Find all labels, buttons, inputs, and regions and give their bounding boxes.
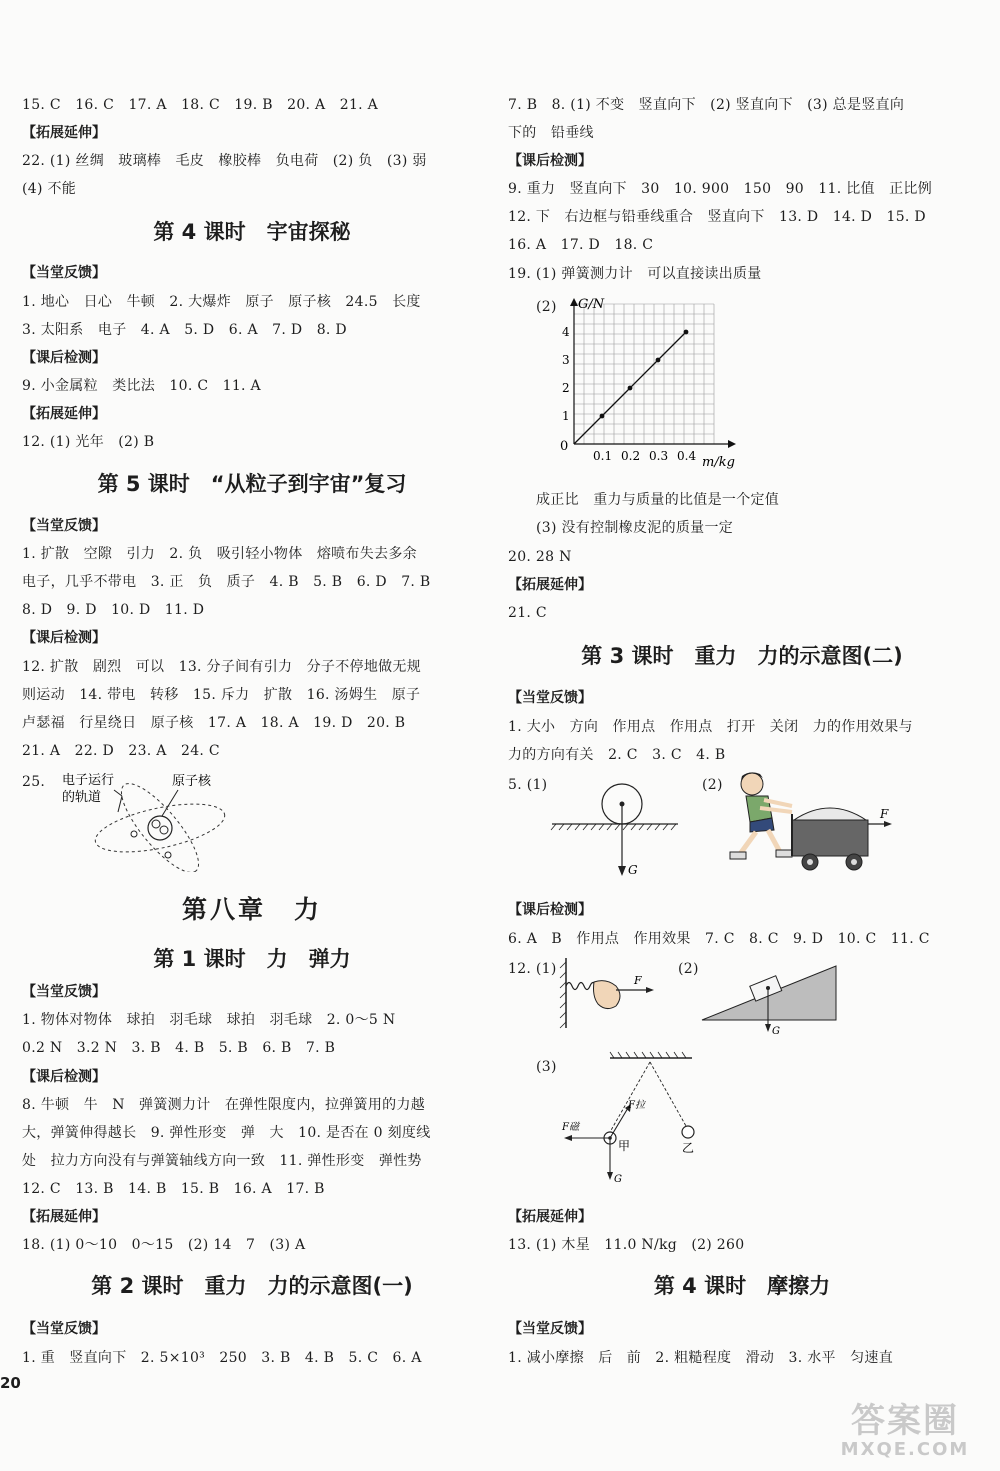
section-header: 【课后检测】 [22, 1069, 106, 1085]
x-tick-label: 0.3 [649, 449, 669, 463]
answer-line: 8. D 9. D 10. D 11. D [22, 602, 205, 618]
force-label: F [634, 974, 642, 987]
lesson-title: 第 1 课时 力 弹力 [153, 947, 351, 971]
answer-line: 8. 牛顿 牛 N 弹簧测力计 在弹性限度内，拉弹簧用的力越 [22, 1097, 426, 1113]
answer-line: 5. (1) [508, 777, 548, 793]
section-header: 【当堂反馈】 [22, 518, 106, 534]
watermark-url: MXQE.COM [840, 1439, 970, 1460]
answer-line: 21. C [508, 605, 547, 621]
answer-line: 1. 大小 方向 作用点 作用点 打开 关闭 力的作用效果与 [508, 719, 913, 735]
y-axis-label: G/N [578, 297, 605, 312]
answer-line: 电子，几乎不带电 3. 正 负 质子 4. B 5. B 6. D 7. B [22, 574, 431, 590]
nucleus-label: 原子核 [172, 774, 212, 789]
x-tick-label: 0.1 [593, 449, 613, 463]
data-point [656, 358, 661, 363]
answer-line: 12. 扩散 剧烈 可以 13. 分子间有引力 分子不停地做无规 [22, 659, 422, 675]
lesson-title: 第 2 课时 重力 力的示意图(一) [91, 1274, 413, 1298]
section-header: 【当堂反馈】 [22, 984, 106, 1000]
section-header: 【当堂反馈】 [22, 1321, 106, 1337]
ball-gravity-figure [548, 776, 688, 880]
answer-line: 3. 太阳系 电子 4. A 5. D 6. A 7. D 8. D [22, 322, 347, 338]
page-number: 20 [0, 1374, 21, 1392]
pendulum-balls-figure [554, 1050, 724, 1190]
answer-line: (2) [536, 299, 557, 315]
answer-line: (3) 没有控制橡皮泥的质量一定 [536, 520, 734, 536]
answer-line: 力的方向有关 2. C 3. C 4. B [508, 747, 726, 763]
answer-line: 12. C 13. B 14. B 15. B 16. A 17. B [22, 1181, 325, 1197]
answer-line: 1. 扩散 空隙 引力 2. 负 吸引轻小物体 熔喷布失去多余 [22, 546, 417, 562]
answer-line: (2) [678, 961, 699, 977]
y-tick-label: 2 [562, 381, 570, 395]
answer-line: 卢瑟福 行星绕日 原子核 17. A 18. A 19. D 20. B [22, 715, 406, 731]
atom-model-figure [50, 768, 250, 872]
answer-line: 19. (1) 弹簧测力计 可以直接读出质量 [508, 266, 762, 282]
answer-line: 1. 减小摩擦 后 前 2. 粗糙程度 滑动 3. 水平 匀速直 [508, 1350, 894, 1366]
answer-line: 21. A 22. D 23. A 24. C [22, 743, 220, 759]
section-header: 【课后检测】 [508, 153, 592, 169]
section-header: 【课后检测】 [22, 350, 106, 366]
answer-line: 9. 重力 竖直向下 30 10. 900 150 90 11. 比值 正比例 [508, 181, 933, 197]
gravity-label: G [772, 1026, 780, 1037]
section-header: 【课后检测】 [22, 630, 106, 646]
answer-line: 15. C 16. C 17. A 18. C 19. B 20. A 21. A [22, 97, 379, 113]
answer-line: 12. (1) [508, 961, 557, 977]
boy-pushing-cart-figure [720, 766, 900, 886]
tension-label: F拉 [628, 1100, 645, 1111]
y-tick-label: 1 [562, 409, 570, 423]
answer-line: 16. A 17. D 18. C [508, 237, 654, 253]
section-header: 【拓展延伸】 [508, 577, 592, 593]
lesson-title: 第 5 课时 “从粒子到宇宙”复习 [97, 472, 407, 496]
gravity-label: G [628, 863, 638, 877]
answer-line: (4) 不能 [22, 181, 77, 197]
answer-line: 处 拉力方向没有与弹簧轴线方向一致 11. 弹性形变 弹性势 [22, 1153, 422, 1169]
section-header: 【课后检测】 [508, 902, 592, 918]
lesson-title: 第 4 课时 宇宙探秘 [153, 220, 351, 244]
answer-line: 0.2 N 3.2 N 3. B 4. B 5. B 6. B 7. B [22, 1040, 336, 1056]
x-axis-label: m/kg [702, 455, 735, 470]
watermark-logo [820, 1402, 990, 1466]
y-tick-label: 4 [562, 325, 570, 339]
ball-jia-label: 甲 [618, 1139, 631, 1153]
y-axis-arrow [570, 298, 578, 306]
watermark-text: 答案圈 [851, 1401, 959, 1441]
answer-line: 1. 物体对物体 球拍 羽毛球 球拍 羽毛球 2. 0～5 N [22, 1012, 396, 1028]
orbit-label-1: 电子运行 [62, 773, 115, 788]
chapter-title: 第八章 力 [181, 895, 322, 924]
answer-line: 22. (1) 丝绸 玻璃棒 毛皮 橡胶棒 负电荷 (2) 负 (3) 弱 [22, 153, 427, 169]
data-point [628, 386, 633, 391]
answer-line: 则运动 14. 带电 转移 15. 斥力 扩散 16. 汤姆生 原子 [22, 687, 421, 703]
answer-line: 大，弹簧伸得越长 9. 弹性形变 弹 大 10. 是否在 0 刻度线 [22, 1125, 431, 1141]
gravity-label: G [614, 1174, 622, 1185]
g-m-chart [558, 292, 748, 474]
orbit-label-2: 的轨道 [62, 790, 102, 805]
x-tick-label: 0.4 [677, 449, 697, 463]
section-header: 【拓展延伸】 [22, 125, 106, 141]
answer-line: 下的 铅垂线 [508, 125, 594, 141]
answer-line: 1. 地心 日心 牛顿 2. 大爆炸 原子 原子核 24.5 长度 [22, 294, 421, 310]
lesson-title: 第 3 课时 重力 力的示意图(二) [581, 644, 903, 668]
section-header: 【拓展延伸】 [22, 1209, 106, 1225]
section-header: 【拓展延伸】 [508, 1209, 592, 1225]
force-label: F [880, 807, 889, 821]
lesson-title: 第 4 课时 摩擦力 [653, 1274, 831, 1298]
answer-line: 20. 28 N [508, 549, 572, 565]
answer-line: 25. [22, 774, 46, 790]
answer-line: 7. B 8. (1) 不变 竖直向下 (2) 竖直向下 (3) 总是竖直向 [508, 97, 905, 113]
ball-yi-label: 乙 [682, 1141, 695, 1155]
data-point [684, 330, 689, 335]
spring-hand-figure [554, 956, 664, 1030]
answer-line: 6. A B 作用点 作用效果 7. C 8. C 9. D 10. C 11. C [508, 931, 930, 947]
section-header: 【当堂反馈】 [508, 1321, 592, 1337]
section-header: 【拓展延伸】 [22, 406, 106, 422]
answer-line: 成正比 重力与质量的比值是一个定值 [536, 492, 780, 508]
incline-block-figure [700, 958, 840, 1038]
answer-line: 13. (1) 木星 11.0 N/kg (2) 260 [508, 1237, 745, 1253]
answer-line: 12. 下 右边框与铅垂线重合 竖直向下 13. D 14. D 15. D [508, 209, 926, 225]
answer-line: (2) [702, 777, 723, 793]
repulsion-label: F磁 [562, 1122, 579, 1133]
section-header: 【当堂反馈】 [22, 265, 106, 281]
origin-label: 0 [560, 439, 569, 454]
answer-line: 12. (1) 光年 (2) B [22, 434, 155, 450]
answer-line: 18. (1) 0～10 0～15 (2) 14 7 (3) A [22, 1237, 306, 1253]
answer-line: (3) [536, 1059, 557, 1075]
answer-line: 1. 重 竖直向下 2. 5×10³ 250 3. B 4. B 5. C 6. A [22, 1350, 422, 1366]
answer-line: 9. 小金属粒 类比法 10. C 11. A [22, 378, 261, 394]
x-axis-arrow [728, 440, 736, 448]
data-point [600, 414, 605, 419]
x-tick-label: 0.2 [621, 449, 641, 463]
section-header: 【当堂反馈】 [508, 690, 592, 706]
y-tick-label: 3 [562, 353, 570, 367]
